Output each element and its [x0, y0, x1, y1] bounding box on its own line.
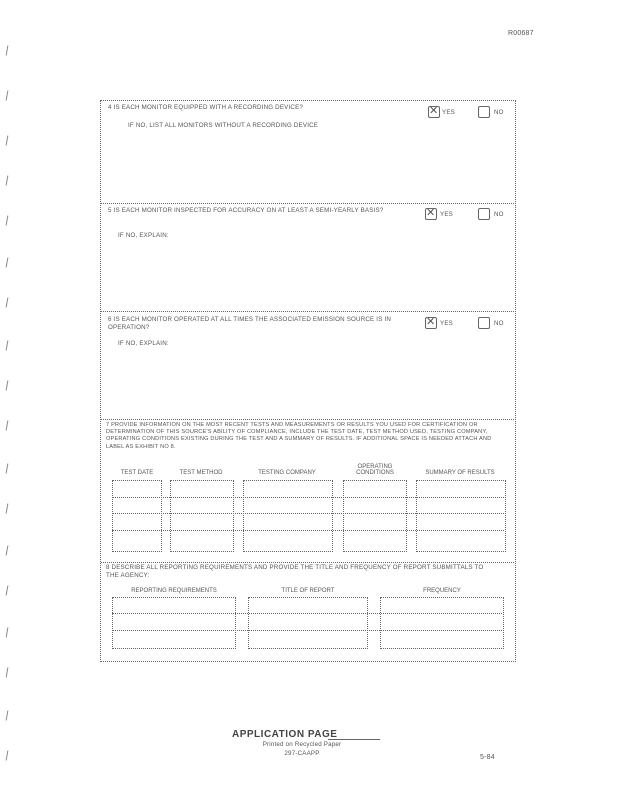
question-8-text: 8 DESCRIBE ALL REPORTING REQUIREMENTS AND PROVIDE THE TITLE AND FREQUENCY OF REPORT SUBMITTALS TO THE AGENCY:	[106, 564, 484, 579]
divider	[101, 419, 514, 420]
col-header-test-method: TEST METHOD	[179, 470, 223, 476]
question-4-no-checkbox[interactable]	[478, 106, 490, 118]
question-5-no-label: NO	[494, 211, 504, 218]
question-5-yes-checkbox[interactable]	[425, 208, 437, 220]
document-id: R00687	[508, 30, 534, 37]
col-header-summary-of-results: SUMMARY OF RESULTS	[425, 470, 495, 476]
table-row-line	[112, 530, 504, 531]
question-7-text: 7 PROVIDE INFORMATION ON THE MOST RECENT TESTS AND MEASUREMENTS OR RESULTS YOU USED FOR CERTIFICATION OR DETERMINATION OF THIS SOURCE'S ABILITY OF COMPLIANCE, INCLUDE THE TEST DATE, TEST METHOD USED, TESTING COMPANY, OPERATING CONDITIONS EXISTING DURING THE TEST AND A SUMMARY OF RESULTS. IF ADDITIONAL SPACE IS NEEDED ATTACH AND LABEL AS EXHIBIT NO 8.	[106, 422, 492, 450]
col-header-operating-conditions: OPERATING CONDITIONS	[356, 464, 394, 476]
col-header-title-of-report: TITLE OF REPORT	[281, 588, 335, 594]
question-5-text: 5 IS EACH MONITOR INSPECTED FOR ACCURACY ON AT LEAST A SEMI-YEARLY BASIS?	[108, 207, 384, 214]
page-number-blank	[328, 739, 380, 740]
test-method-cell-box[interactable]	[170, 480, 234, 552]
reporting-requirements-box[interactable]	[112, 597, 236, 649]
question-4-yes-checkbox[interactable]	[428, 106, 440, 118]
test-date-cell-box[interactable]	[112, 480, 162, 552]
divider	[101, 203, 514, 204]
question-5-no-checkbox[interactable]	[478, 208, 490, 220]
operating-conditions-cell-box[interactable]	[343, 480, 407, 552]
question-6-yes-checkbox[interactable]	[425, 317, 437, 329]
application-page-title: APPLICATION PAGE	[232, 729, 338, 740]
table-row-line	[112, 497, 504, 498]
question-5-yes-label: YES	[440, 211, 453, 218]
question-6-text: 6 IS EACH MONITOR OPERATED AT ALL TIMES THE ASSOCIATED EMISSION SOURCE IS IN OPERATION?	[108, 316, 392, 331]
divider	[101, 311, 514, 312]
form-number: 297-CAAPP	[284, 750, 320, 757]
frequency-box[interactable]	[380, 597, 504, 649]
col-header-test-date: TEST DATE	[120, 470, 154, 476]
question-4-text: 4 IS EACH MONITOR EQUIPPED WITH A RECORDING DEVICE?	[108, 104, 304, 111]
table-row-line	[112, 613, 502, 614]
recycled-paper-note: Printed on Recycled Paper	[262, 741, 342, 748]
question-4-no-label: NO	[494, 109, 504, 116]
question-6-yes-label: YES	[440, 320, 453, 327]
question-6-no-checkbox[interactable]	[478, 317, 490, 329]
col-header-frequency: FREQUENCY	[423, 588, 461, 594]
table-row-line	[112, 630, 502, 631]
table-row-line	[112, 513, 504, 514]
question-6-subtext: IF NO, EXPLAIN:	[118, 340, 169, 347]
summary-of-results-cell-box[interactable]	[416, 480, 506, 552]
divider	[101, 562, 514, 563]
page-number: 5-84	[480, 754, 495, 761]
question-6-no-label: NO	[494, 320, 504, 327]
scan-edge-marks	[2, 0, 18, 800]
col-header-reporting-requirements: REPORTING REQUIREMENTS	[131, 588, 217, 594]
testing-company-cell-box[interactable]	[243, 480, 333, 552]
question-5-subtext: IF NO, EXPLAIN:	[118, 232, 169, 239]
question-4-yes-label: YES	[442, 109, 455, 116]
title-of-report-box[interactable]	[248, 597, 368, 649]
question-4-subtext: IF NO, LIST ALL MONITORS WITHOUT A RECORDING DEVICE	[128, 122, 319, 129]
col-header-testing-company: TESTING COMPANY	[258, 470, 316, 476]
